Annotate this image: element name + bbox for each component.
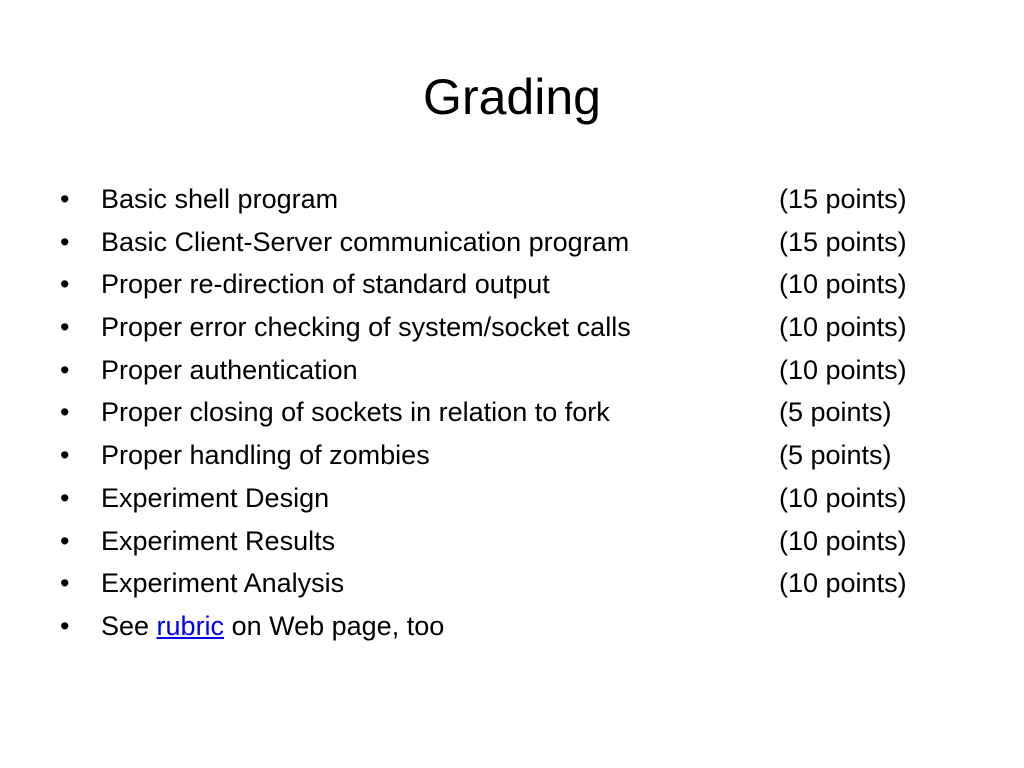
bullet-icon: • [60,397,70,428]
bullet-icon: • [60,568,70,599]
bullet-icon: • [60,482,70,513]
list-item [60,263,960,306]
item-label: Proper handling of zombies [101,440,430,471]
item-points: (10 points) [779,312,907,343]
list-item [60,178,960,221]
item-label [101,605,444,648]
list-item [60,306,960,349]
rubric-link[interactable]: rubric [156,610,225,641]
item-points: (10 points) [779,269,907,300]
bullet-icon: • [60,525,70,556]
item-points: (10 points) [779,482,907,513]
item-label: Proper re-direction of standard output [101,269,550,300]
list-item [60,349,960,392]
list-item [60,221,960,264]
item-label: Experiment Design [101,482,330,513]
item-label: Proper error checking of system/socket calls [101,312,631,343]
rubric-prefix: See [101,610,157,641]
item-label: Proper closing of sockets in relation to fork [101,397,610,428]
item-label: Basic shell program [101,184,339,214]
bullet-icon: • [60,610,70,641]
bullet-icon: • [60,184,70,214]
item-points: (15 points) [779,226,907,257]
bullet-icon: • [60,312,70,343]
bullet-icon: • [60,226,70,257]
item-label: Experiment Analysis [101,568,345,599]
item-points: (10 points) [779,354,907,385]
item-points: (5 points) [779,397,892,428]
list-item [60,562,960,605]
item-points: (10 points) [779,568,907,599]
rubric-suffix: on Web page, too [224,610,445,641]
list-item-rubric [60,605,960,648]
item-points: (15 points) [779,184,907,214]
item-label: Proper authentication [101,354,358,385]
item-points: (10 points) [779,525,907,556]
bullet-icon: • [60,440,70,471]
item-label: Experiment Results [101,525,336,556]
list-item [60,477,960,520]
bullet-icon: • [60,269,70,300]
item-label: Basic Client-Server communication program [101,226,630,257]
bullet-icon: • [60,354,70,385]
list-item [60,434,960,477]
item-points: (5 points) [779,440,892,471]
slide-title: Grading [423,69,601,125]
list-item [60,520,960,563]
grading-list [60,178,960,648]
list-item [60,391,960,434]
